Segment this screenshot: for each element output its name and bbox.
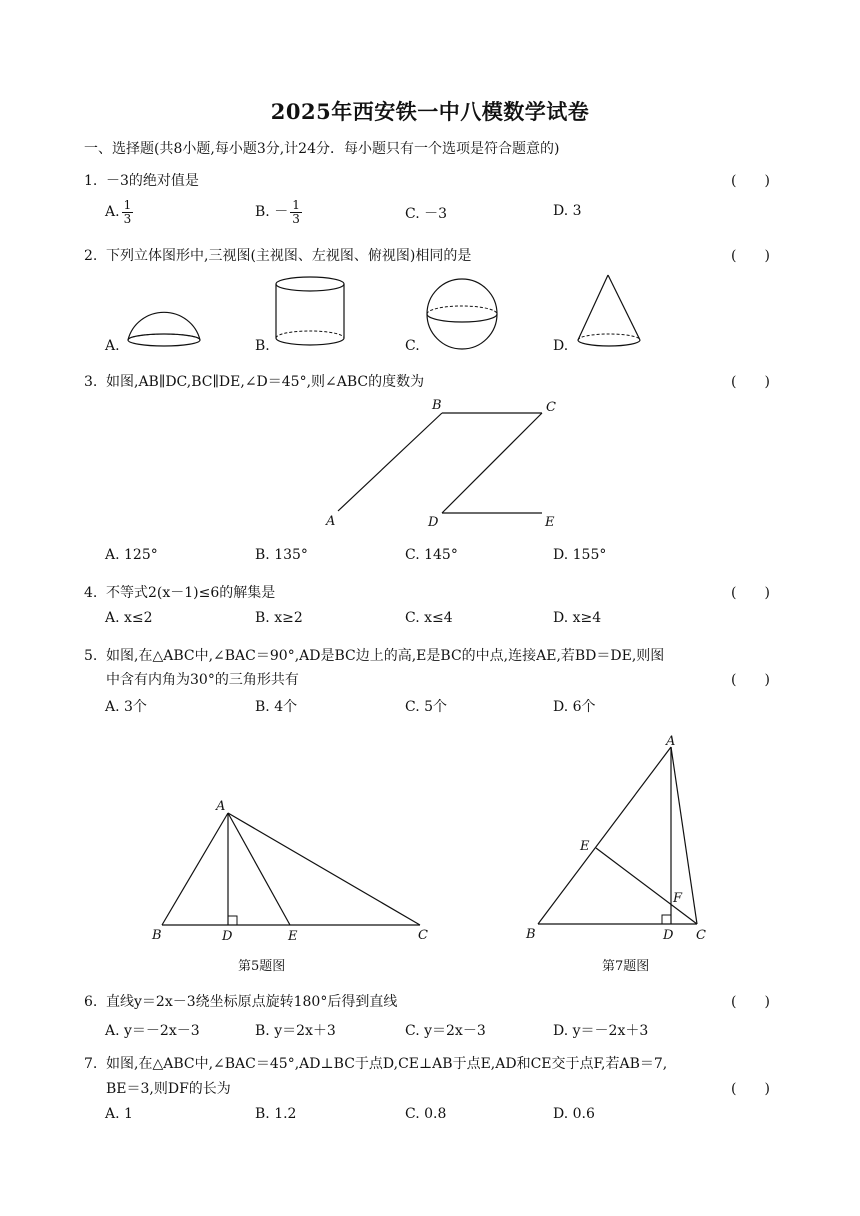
option-d: D. x≥4 bbox=[553, 610, 602, 626]
option-b bbox=[255, 199, 302, 225]
option-d: D. 3 bbox=[553, 203, 582, 219]
option-c: C. 145° bbox=[405, 547, 458, 563]
question-text: 如图,AB∥DC,BC∥DE,∠D＝45°,则∠ABC的度数为 bbox=[106, 374, 425, 390]
answer-bracket: ( ) bbox=[731, 248, 770, 264]
figure-5 bbox=[140, 795, 440, 945]
option-b: B. y＝2x＋3 bbox=[255, 1023, 336, 1039]
point-label-a: A bbox=[216, 799, 226, 814]
question-7 bbox=[84, 1053, 667, 1073]
cylinder-figure bbox=[272, 274, 352, 354]
point-label-c: C bbox=[696, 928, 706, 943]
point-label-e: E bbox=[580, 839, 590, 854]
question-text: 如图,在△ABC中,∠BAC＝45°,AD⊥BC于点D,CE⊥AB于点E,AD和CE交于点F,若AB＝7, bbox=[106, 1056, 668, 1072]
option-a: A. 125° bbox=[105, 547, 158, 563]
point-label-a: A bbox=[326, 514, 336, 529]
option-c: C. y＝2x－3 bbox=[405, 1023, 486, 1039]
option-c: C. 0.8 bbox=[405, 1106, 447, 1122]
question-text-line2: 中含有内角为30°的三角形共有 bbox=[106, 672, 299, 688]
hemisphere-figure bbox=[120, 300, 210, 350]
option-b: B. 1.2 bbox=[255, 1106, 297, 1122]
option-d: D. 155° bbox=[553, 547, 607, 563]
option-label: A. bbox=[105, 204, 120, 221]
option-c: C. x≤4 bbox=[405, 610, 453, 626]
numerator: 1 bbox=[292, 198, 300, 212]
question-number: 3. bbox=[84, 374, 98, 390]
question-number: 2. bbox=[84, 248, 98, 264]
option-c: C. －3 bbox=[405, 206, 448, 222]
point-label-a: A bbox=[666, 734, 676, 749]
option-b: B. bbox=[255, 338, 270, 354]
question-3 bbox=[84, 371, 424, 391]
option-d: D. 0.6 bbox=[553, 1106, 595, 1122]
section-heading: 一、选择题(共8小题,每小题3分,计24分．每小题只有一个选项是符合题意的) bbox=[84, 141, 560, 157]
point-label-b: B bbox=[432, 398, 442, 413]
figure-5-caption: 第5题图 bbox=[238, 959, 286, 974]
cone-figure bbox=[574, 272, 650, 354]
option-a: A. 1 bbox=[105, 1106, 133, 1122]
option-b: B. 4个 bbox=[255, 699, 298, 715]
option-a: A. bbox=[105, 338, 120, 354]
point-label-d: D bbox=[663, 928, 674, 943]
option-d: D. y＝－2x＋3 bbox=[553, 1023, 649, 1039]
option-d: D. bbox=[553, 338, 569, 354]
question-2 bbox=[84, 245, 471, 265]
answer-bracket: ( ) bbox=[731, 994, 770, 1010]
fraction bbox=[290, 199, 302, 225]
question-number: 5. bbox=[84, 648, 98, 664]
question-1 bbox=[84, 170, 199, 190]
point-label-d: D bbox=[428, 515, 439, 530]
question-text: －3的绝对值是 bbox=[106, 173, 199, 189]
option-c: C. bbox=[405, 338, 420, 354]
option-b: B. x≥2 bbox=[255, 610, 303, 626]
figure-q3 bbox=[320, 395, 570, 535]
figure-7 bbox=[520, 730, 720, 945]
numerator: 1 bbox=[123, 198, 132, 212]
question-number: 4. bbox=[84, 585, 98, 601]
question-text: 直线y＝2x－3绕坐标原点旋转180°后得到直线 bbox=[106, 994, 398, 1010]
point-label-f: F bbox=[673, 891, 683, 906]
question-number: 6. bbox=[84, 994, 98, 1010]
option-a: A. 3个 bbox=[105, 699, 147, 715]
option-a bbox=[105, 199, 133, 225]
option-label: B. － bbox=[255, 204, 289, 221]
question-6 bbox=[84, 991, 397, 1011]
question-text: 下列立体图形中,三视图(主视图、左视图、俯视图)相同的是 bbox=[106, 248, 472, 264]
denominator: 3 bbox=[292, 211, 300, 226]
question-text: 如图,在△ABC中,∠BAC＝90°,AD是BC边上的高,E是BC的中点,连接AE,若BD＝DE,则图 bbox=[106, 648, 665, 664]
question-4 bbox=[84, 582, 275, 602]
figure-7-caption: 第7题图 bbox=[602, 959, 650, 974]
question-number: 7. bbox=[84, 1056, 98, 1072]
answer-bracket: ( ) bbox=[731, 173, 770, 189]
point-label-d: D bbox=[222, 929, 233, 944]
fraction bbox=[122, 199, 134, 225]
denominator: 3 bbox=[123, 211, 132, 226]
option-b: B. 135° bbox=[255, 547, 308, 563]
point-label-b: B bbox=[526, 927, 536, 942]
option-c: C. 5个 bbox=[405, 699, 448, 715]
option-a: A. y＝－2x－3 bbox=[105, 1023, 200, 1039]
answer-bracket: ( ) bbox=[731, 374, 770, 390]
answer-bracket: ( ) bbox=[731, 1081, 770, 1097]
point-label-c: C bbox=[546, 400, 556, 415]
question-text-line2: BE＝3,则DF的长为 bbox=[106, 1081, 231, 1097]
option-d: D. 6个 bbox=[553, 699, 596, 715]
point-label-e: E bbox=[545, 515, 555, 530]
question-text: 不等式2(x－1)≤6的解集是 bbox=[106, 585, 276, 601]
sphere-figure bbox=[424, 276, 504, 354]
question-5 bbox=[84, 645, 664, 665]
point-label-c: C bbox=[418, 928, 428, 943]
answer-bracket: ( ) bbox=[731, 672, 770, 688]
point-label-b: B bbox=[152, 928, 162, 943]
exam-title: 2025年西安铁一中八模数学试卷 bbox=[270, 99, 590, 124]
question-number: 1. bbox=[84, 173, 98, 189]
option-a: A. x≤2 bbox=[105, 610, 153, 626]
answer-bracket: ( ) bbox=[731, 585, 770, 601]
point-label-e: E bbox=[288, 929, 298, 944]
